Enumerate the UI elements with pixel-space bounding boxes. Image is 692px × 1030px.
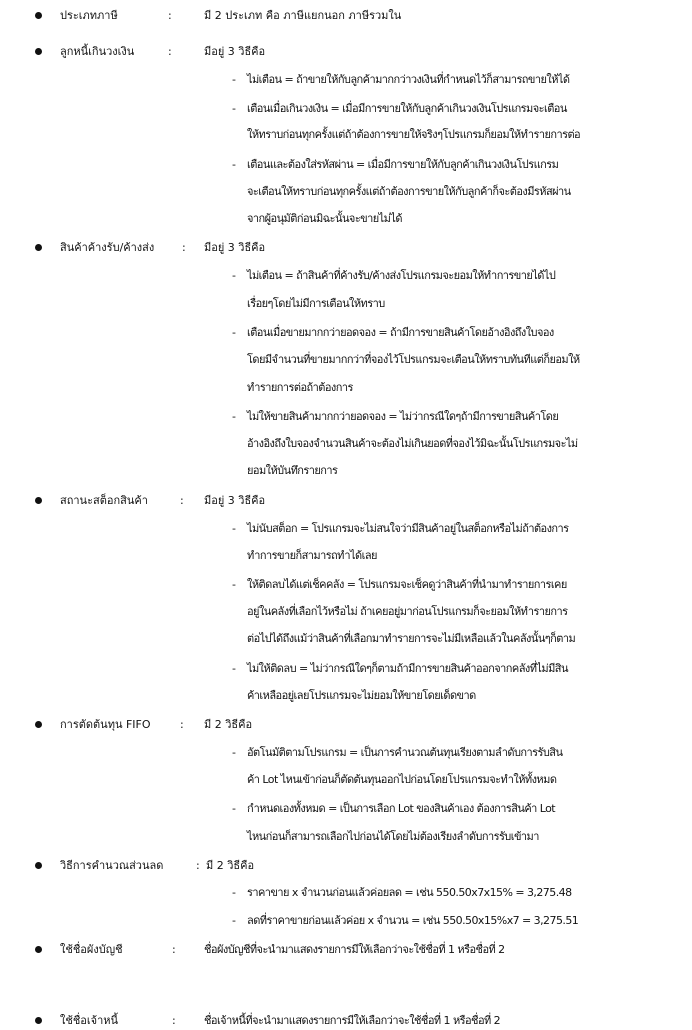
dash-marker: - — [232, 326, 236, 339]
section-label: ใช้ชื่อผังบัญชี — [60, 943, 123, 956]
dash-marker: - — [232, 73, 236, 86]
section-value: มีอยู่ 3 วิธีคือ — [204, 241, 266, 254]
item-line: ลดที่ราคาขายก่อนแล้วค่อย x จำนวน = เช่น 550.50x15%x7 = 3,275.51 — [247, 914, 579, 927]
item-line: ทำการขายก็สามารถทำได้เลย — [247, 549, 377, 562]
bullet-icon — [35, 48, 42, 55]
section-value: มีอยู่ 3 วิธีคือ — [204, 494, 266, 507]
section-label: การตัดต้นทุน FIFO — [60, 718, 151, 731]
item-line: กำหนดเองทั้งหมด = เป็นการเลือก Lot ของสินค้าเอง ต้องการสินค้า Lot — [247, 802, 556, 815]
section-colon: : — [180, 718, 184, 731]
item-line: เรื่อยๆโดยไม่มีการเตือนให้ทราบ — [247, 297, 385, 310]
item-line: ไหนก่อนก็สามารถเลือกไปก่อนได้โดยไม่ต้องเรียงลำดับการรับเข้ามา — [247, 830, 539, 843]
item-line: จะเตือนให้ทราบก่อนทุกครั้งแต่ถ้าต้องการขายให้กับลูกค้าก็จะต้องมีรหัสผ่าน — [247, 185, 571, 198]
section-label: ใช้ชื่อเจ้าหนี้ — [60, 1014, 119, 1027]
dash-marker: - — [232, 158, 236, 171]
item-line: ทำรายการต่อถ้าต้องการ — [247, 381, 353, 394]
section-colon: : — [168, 45, 172, 58]
dash-marker: - — [232, 410, 236, 423]
item-line: อัตโนมัติตามโปรแกรม = เป็นการคำนวณต้นทุนเรียงตามลำดับการรับสิน — [247, 746, 563, 759]
dash-marker: - — [232, 886, 236, 899]
item-line: ค้า Lot ไหนเข้าก่อนก็ตัดต้นทุนออกไปก่อนโดยโปรแกรมจะทำให้ทั้งหมด — [247, 773, 557, 786]
dash-marker: - — [232, 102, 236, 115]
item-line: ไม่ให้ติดลบ = ไม่ว่ากรณีใดๆก็ตามถ้ามีการขายสินค้าออกจากคลังที่ไม่มีสิน — [247, 662, 568, 675]
item-line: ให้ติดลบได้แต่เช็คคลัง = โปรแกรมจะเช็คดูว่าสินค้าที่นำมาทำรายการเคย — [247, 578, 567, 591]
section-value: มี 2 ประเภท คือ ภาษีแยกนอก ภาษีรวมใน — [204, 9, 402, 22]
dash-marker: - — [232, 662, 236, 675]
item-line: เตือนและต้องใส่รหัสผ่าน = เมื่อมีการขายให้กับลูกค้าเกินวงเงินโปรแกรม — [247, 158, 559, 171]
bullet-icon — [35, 12, 42, 19]
item-line: ไม่เตือน = ถ้าสินค้าที่ค้างรับ/ค้างส่งโปรแกรมจะยอมให้ทำการขายได้ไป — [247, 269, 556, 282]
item-line: ไม่ให้ขายสินค้ามากกว่ายอดจอง = ไม่ว่ากรณีใดๆถ้ามีการขายสินค้าโดย — [247, 410, 559, 423]
section-label: ลูกหนี้เกินวงเงิน — [60, 45, 135, 58]
section-value: มี 2 วิธีคือ — [204, 718, 253, 731]
item-line: ต่อไปได้ถึงแม้ว่าสินค้าที่เลือกมาทำรายการจะไม่มีเหลือแล้วในคลังนั้นๆก็ตาม — [247, 632, 576, 645]
item-line: ค้าเหลืออยู่เลยโปรแกรมจะไม่ยอมให้ขายโดยเด็ดขาด — [247, 689, 476, 702]
bullet-icon — [35, 946, 42, 953]
section-colon: : — [182, 241, 186, 254]
bullet-icon — [35, 497, 42, 504]
item-line: ให้ทราบก่อนทุกครั้งแต่ถ้าต้องการขายให้จริงๆโปรแกรมก็ยอมให้ทำรายการต่อ — [247, 128, 581, 141]
dash-marker: - — [232, 914, 236, 927]
item-line: เตือนเมื่อขายมากกว่ายอดจอง = ถ้ามีการขายสินค้าโดยอ้างอิงถึงใบจอง — [247, 326, 554, 339]
item-line: ไม่เตือน = ถ้าขายให้กับลูกค้ามากกว่าวงเงินที่กำหนดไว้ก็สามารถขายให้ได้ — [247, 73, 570, 86]
item-line: ไม่นับสต็อก = โปรแกรมจะไม่สนใจว่ามีสินค้าอยู่ในสต็อกหรือไม่ถ้าต้องการ — [247, 522, 569, 535]
section-colon: : — [172, 1014, 176, 1027]
item-line: โดยมีจำนวนที่ขายมากกว่าที่จองไว้โปรแกรมจะเตือนให้ทราบทันทีแต่ก็ยอมให้ — [247, 353, 580, 366]
section-colon: : — [180, 494, 184, 507]
dash-marker: - — [232, 269, 236, 282]
item-line: จากผู้อนุมัติก่อนมิฉะนั้นจะขายไม่ได้ — [247, 212, 402, 225]
section-label: ประเภทภาษี — [60, 9, 118, 22]
dash-marker: - — [232, 746, 236, 759]
bullet-icon — [35, 721, 42, 728]
section-colon: : — [196, 859, 200, 872]
section-value: มี 2 วิธีคือ — [206, 859, 255, 872]
section-value: ชื่อเจ้าหนี้ที่จะนำมาแสดงรายการมีให้เลือกว่าจะใช้ชื่อที่ 1 หรือชื่อที่ 2 — [204, 1014, 501, 1027]
bullet-icon — [35, 1017, 42, 1024]
item-line: ยอมให้บันทึกรายการ — [247, 464, 338, 477]
dash-marker: - — [232, 522, 236, 535]
bullet-icon — [35, 862, 42, 869]
item-line: เตือนเมื่อเกินวงเงิน = เมื่อมีการขายให้กับลูกค้าเกินวงเงินโปรแกรมจะเตือน — [247, 102, 567, 115]
section-colon: : — [168, 9, 172, 22]
section-value: ชื่อผังบัญชีที่จะนำมาแสดงรายการมีให้เลือกว่าจะใช้ชื่อที่ 1 หรือชื่อที่ 2 — [204, 943, 505, 956]
dash-marker: - — [232, 578, 236, 591]
item-line: อ้างอิงถึงใบจองจำนวนสินค้าจะต้องไม่เกินยอดที่จองไว้มิฉะนั้นโปรแกรมจะไม่ — [247, 437, 578, 450]
dash-marker: - — [232, 802, 236, 815]
section-value: มีอยู่ 3 วิธีคือ — [204, 45, 266, 58]
bullet-icon — [35, 244, 42, 251]
section-label: วิธีการคำนวณส่วนลด — [60, 859, 164, 872]
item-line: ราคาขาย x จำนวนก่อนแล้วค่อยลด = เช่น 550.50x7x15% = 3,275.48 — [247, 886, 572, 899]
section-label: สถานะสต็อกสินค้า — [60, 494, 148, 507]
section-label: สินค้าค้างรับ/ค้างส่ง — [60, 241, 155, 254]
section-colon: : — [172, 943, 176, 956]
item-line: อยู่ในคลังที่เลือกไว้หรือไม่ ถ้าเคยอยู่มาก่อนโปรแกรมก็จะยอมให้ทำรายการ — [247, 605, 568, 618]
